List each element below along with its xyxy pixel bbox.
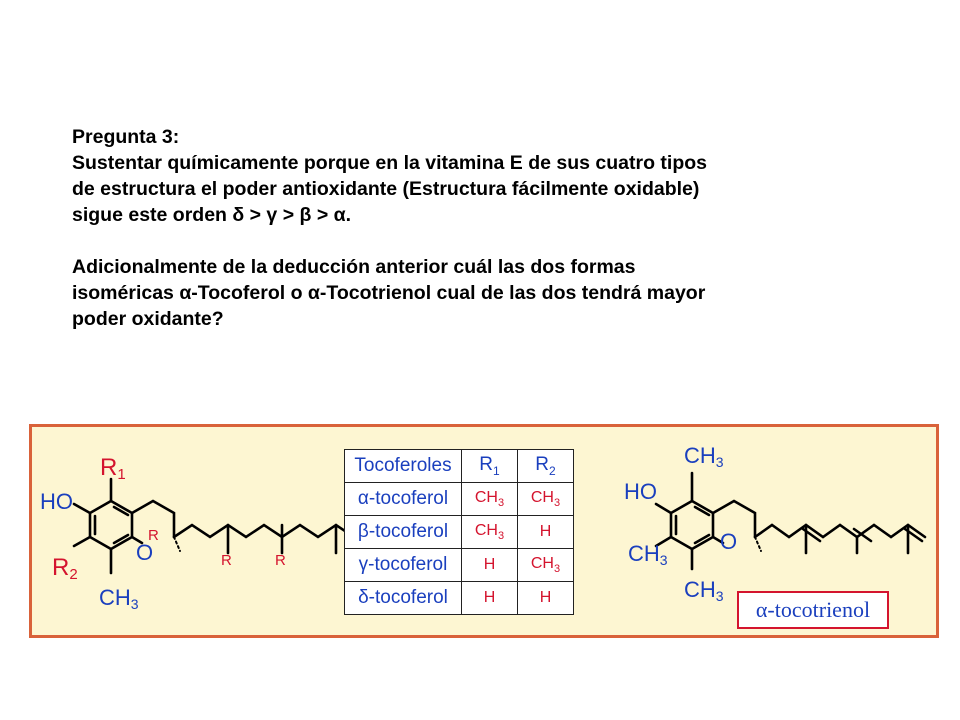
header-tocoferoles: Tocoferoles xyxy=(345,450,462,483)
table-row xyxy=(345,516,574,549)
question-line-2: de estructura el poder antioxidante (Estructura fácilmente oxidable) xyxy=(72,178,700,200)
row-r1: H xyxy=(462,582,518,615)
r2-label: R2 xyxy=(52,554,78,583)
row-r2: $CH_3$ xyxy=(518,483,574,516)
ch3-bottom-label: CH3 xyxy=(684,577,724,604)
vitamin-e-figure xyxy=(29,424,939,638)
row-r2: H xyxy=(518,516,574,549)
question-line-4: Adicionalmente de la deducción anterior cuál las dos formas xyxy=(72,256,636,278)
header-r2: $R_2$ xyxy=(518,450,574,483)
tocotrienol-label: α-tocotrienol xyxy=(737,591,889,629)
header-r1: $R_1$ xyxy=(462,450,518,483)
question-title: Pregunta 3: xyxy=(72,126,180,148)
question-line-6: poder oxidante? xyxy=(72,308,224,330)
stereo-r-label-3: R xyxy=(275,552,286,569)
row-name: α-tocoferol xyxy=(345,483,462,516)
table-row xyxy=(345,483,574,516)
r1-label: R1 xyxy=(100,454,126,483)
stereo-r-label-2: R xyxy=(221,552,232,569)
question-text xyxy=(72,124,892,332)
table-row xyxy=(345,582,574,615)
question-line-1: Sustentar químicamente porque en la vitamina E de sus cuatro tipos xyxy=(72,152,707,174)
stereo-r-label-1: R xyxy=(148,527,159,544)
tocotrienol-structure xyxy=(656,473,925,569)
ch3-label: CH3 xyxy=(99,585,139,612)
question-line-5: isoméricas α-Tocoferol o α-Tocotrienol cual de las dos tendrá mayor xyxy=(72,282,706,304)
tocopherol-table xyxy=(344,449,574,615)
oxygen-label-right: O xyxy=(720,529,738,554)
table-row xyxy=(345,549,574,582)
ho-label-right: HO xyxy=(624,479,657,504)
table-header-row xyxy=(345,450,574,483)
question-line-3: sigue este orden δ > γ > β > α. xyxy=(72,204,352,226)
ch3-top-label: CH3 xyxy=(684,443,724,470)
oxygen-label: O xyxy=(136,540,154,565)
row-r1: H xyxy=(462,549,518,582)
row-name: γ-tocoferol xyxy=(345,549,462,582)
row-r1: $CH_3$ xyxy=(462,483,518,516)
tocopherol-structure xyxy=(74,479,354,573)
row-name: β-tocoferol xyxy=(345,516,462,549)
row-r2: $CH_3$ xyxy=(518,549,574,582)
ho-label: HO xyxy=(40,489,73,514)
row-r1: $CH_3$ xyxy=(462,516,518,549)
ch3-left-label: CH3 xyxy=(628,541,668,568)
row-name: δ-tocoferol xyxy=(345,582,462,615)
row-r2: H xyxy=(518,582,574,615)
